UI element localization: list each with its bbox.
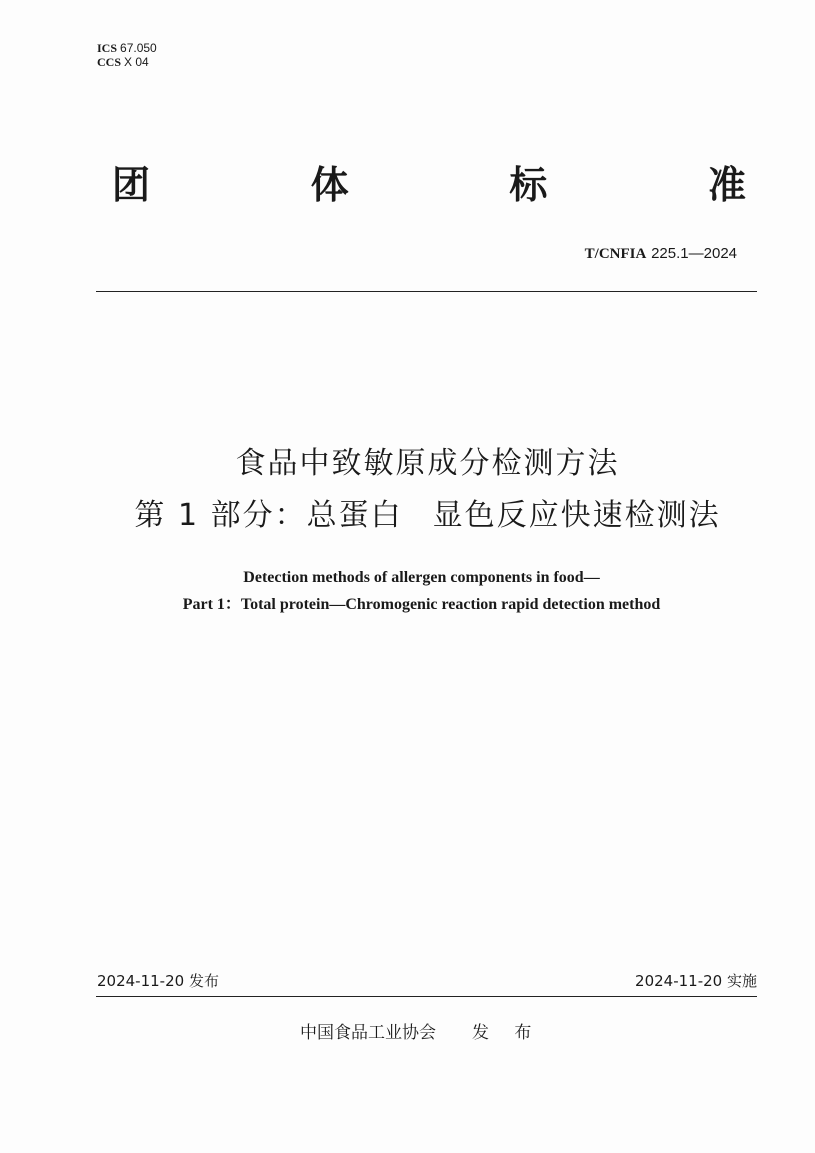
ccs-label: CCS (97, 55, 122, 69)
standard-type-char: 准 (707, 163, 746, 207)
title-cn-part: 第 1 部分：总蛋白 (134, 498, 403, 533)
standard-type-char: 体 (310, 163, 349, 207)
title-en-line1: Detection methods of allergen components in food— (243, 569, 600, 586)
implementation-date: 2024-11-20 实施 (635, 972, 757, 990)
title-cn-subtitle: 显色反应快速检测法 (432, 498, 721, 533)
classification-codes (97, 41, 157, 69)
standard-org: T/CNFIA (584, 246, 647, 262)
standard-number (585, 243, 737, 264)
ics-code (97, 41, 157, 55)
release-date: 2024-11-20 发布 (97, 972, 219, 990)
ccs-value: X 04 (124, 55, 149, 69)
standard-type-heading (112, 160, 746, 210)
title-cn-line2 (20, 496, 815, 536)
ccs-code (97, 55, 157, 69)
title-cn-line1: 食品中致敏原成分检测方法 (235, 446, 620, 481)
bottom-divider (96, 996, 757, 997)
publisher (300, 1021, 541, 1045)
ics-value: 67.050 (120, 41, 157, 55)
title-en-line2: Part 1：Total protein—Chromogenic reaction rapid detection method (182, 596, 661, 613)
top-divider (96, 291, 757, 292)
standard-code: 225.1—2024 (651, 245, 737, 262)
ics-label: ICS (97, 41, 118, 55)
publisher-name: 中国食品工业协会 (300, 1023, 436, 1043)
standard-type-char: 标 (509, 163, 548, 207)
publisher-action: 发 布 (472, 1023, 542, 1043)
standard-type-char: 团 (112, 163, 151, 207)
